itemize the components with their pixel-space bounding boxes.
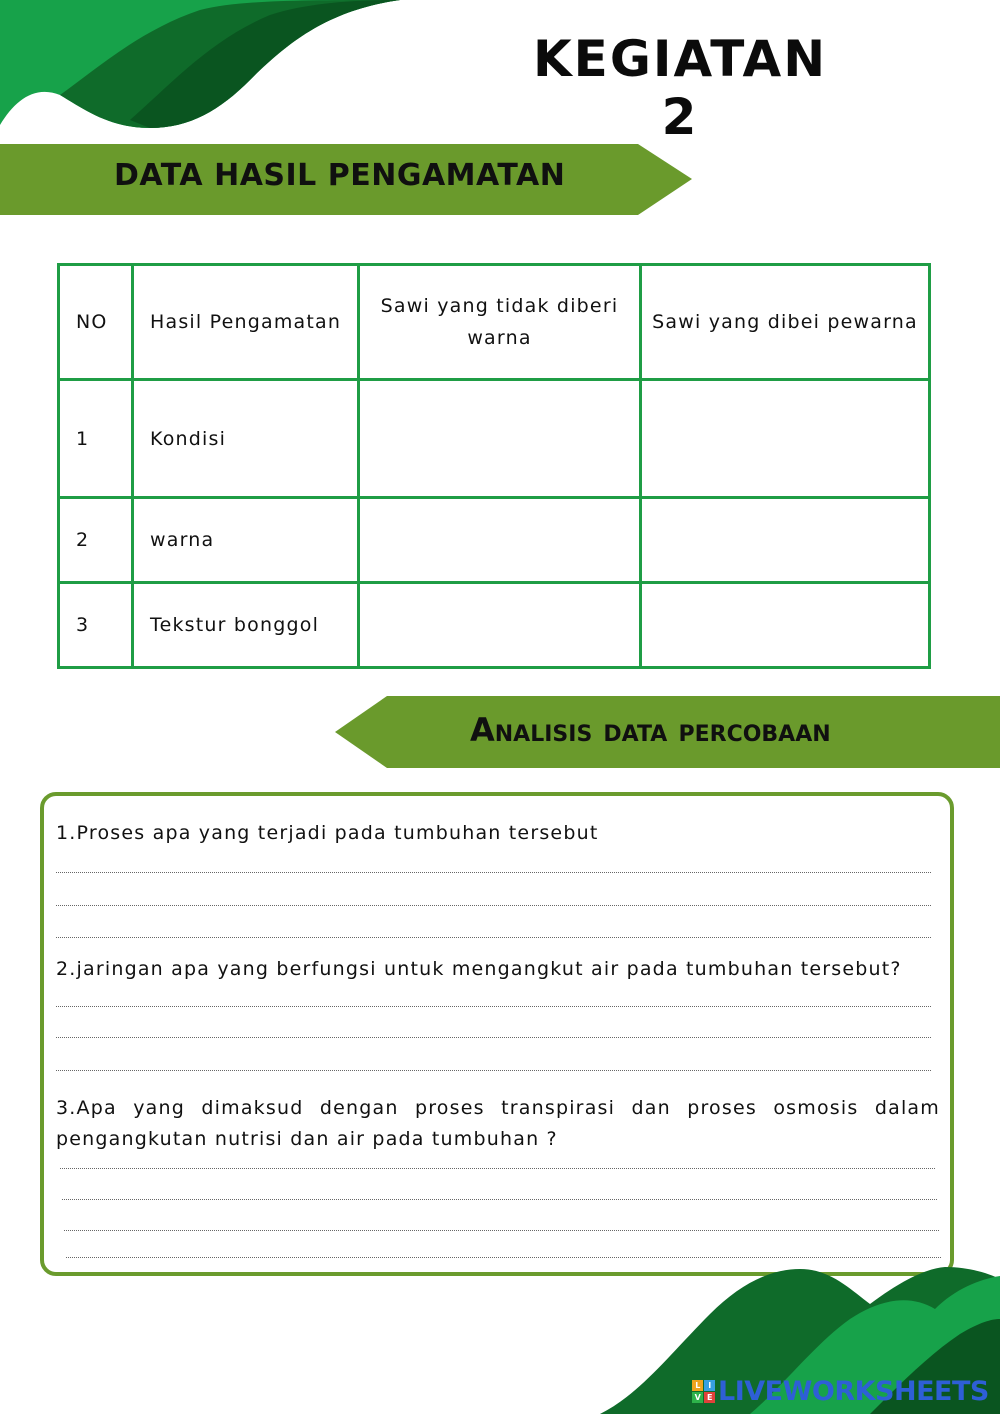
answer-cell-sawi-diberi[interactable] — [641, 583, 930, 668]
answer-cell-sawi-tidak[interactable] — [359, 498, 641, 583]
observation-table — [57, 263, 931, 669]
header-no: NO — [59, 265, 133, 380]
observation-banner-title: DATA HASIL PENGAMATAN — [114, 158, 566, 193]
answer-line-2a[interactable] — [56, 1006, 931, 1007]
header-hasil-pengamatan: Hasil Pengamatan — [133, 265, 359, 380]
liveworksheets-brand: LIVEWORKSHEETS — [718, 1376, 989, 1407]
answer-line-2b[interactable] — [56, 1037, 931, 1038]
answer-line-1a[interactable] — [56, 872, 931, 873]
table-row — [59, 583, 930, 668]
header-sawi-diberi-pewarna: Sawi yang dibei pewarna — [641, 265, 930, 380]
answer-line-3c[interactable] — [64, 1230, 939, 1231]
row-number: 2 — [59, 498, 133, 583]
table-row — [59, 498, 930, 583]
answer-cell-sawi-diberi[interactable] — [641, 380, 930, 498]
logo-letter: L — [692, 1380, 703, 1391]
row-label: Tekstur bonggol — [133, 583, 359, 668]
header-sawi-tidak-diberi-warna: Sawi yang tidak diberi warna — [359, 265, 641, 380]
answer-line-3a[interactable] — [60, 1168, 935, 1169]
answer-cell-sawi-tidak[interactable] — [359, 380, 641, 498]
answer-line-1b[interactable] — [56, 905, 931, 906]
question-1: 1.Proses apa yang terjadi pada tumbuhan tersebut — [56, 822, 599, 844]
row-number: 1 — [59, 380, 133, 498]
row-label: Kondisi — [133, 380, 359, 498]
answer-line-3b[interactable] — [62, 1199, 937, 1200]
question-3: 3.Apa yang dimaksud dengan proses transpirasi dan proses osmosis dalam pengangkutan nutrisi dan air pada tumbuhan ? — [56, 1097, 940, 1150]
page-title: KEGIATAN 2 — [532, 30, 828, 146]
analysis-banner-title: Analisis data percobaan — [470, 711, 831, 749]
answer-cell-sawi-tidak[interactable] — [359, 583, 641, 668]
answer-line-3d[interactable] — [66, 1257, 941, 1258]
row-number: 3 — [59, 583, 133, 668]
answer-line-1c[interactable] — [56, 937, 931, 938]
top-wave-decoration — [0, 0, 420, 140]
liveworksheets-logo[interactable] — [692, 1376, 989, 1407]
table-header-row — [59, 265, 930, 380]
row-label: warna — [133, 498, 359, 583]
logo-letter: I — [704, 1380, 715, 1391]
logo-letter: E — [704, 1392, 715, 1403]
answer-cell-sawi-diberi[interactable] — [641, 498, 930, 583]
logo-letter: V — [692, 1392, 703, 1403]
question-2: 2.jaringan apa yang berfungsi untuk mengangkut air pada tumbuhan tersebut? — [56, 958, 902, 980]
table-row — [59, 380, 930, 498]
analysis-box — [40, 792, 954, 1276]
liveworksheets-icon — [692, 1380, 715, 1403]
answer-line-2c[interactable] — [56, 1070, 931, 1071]
